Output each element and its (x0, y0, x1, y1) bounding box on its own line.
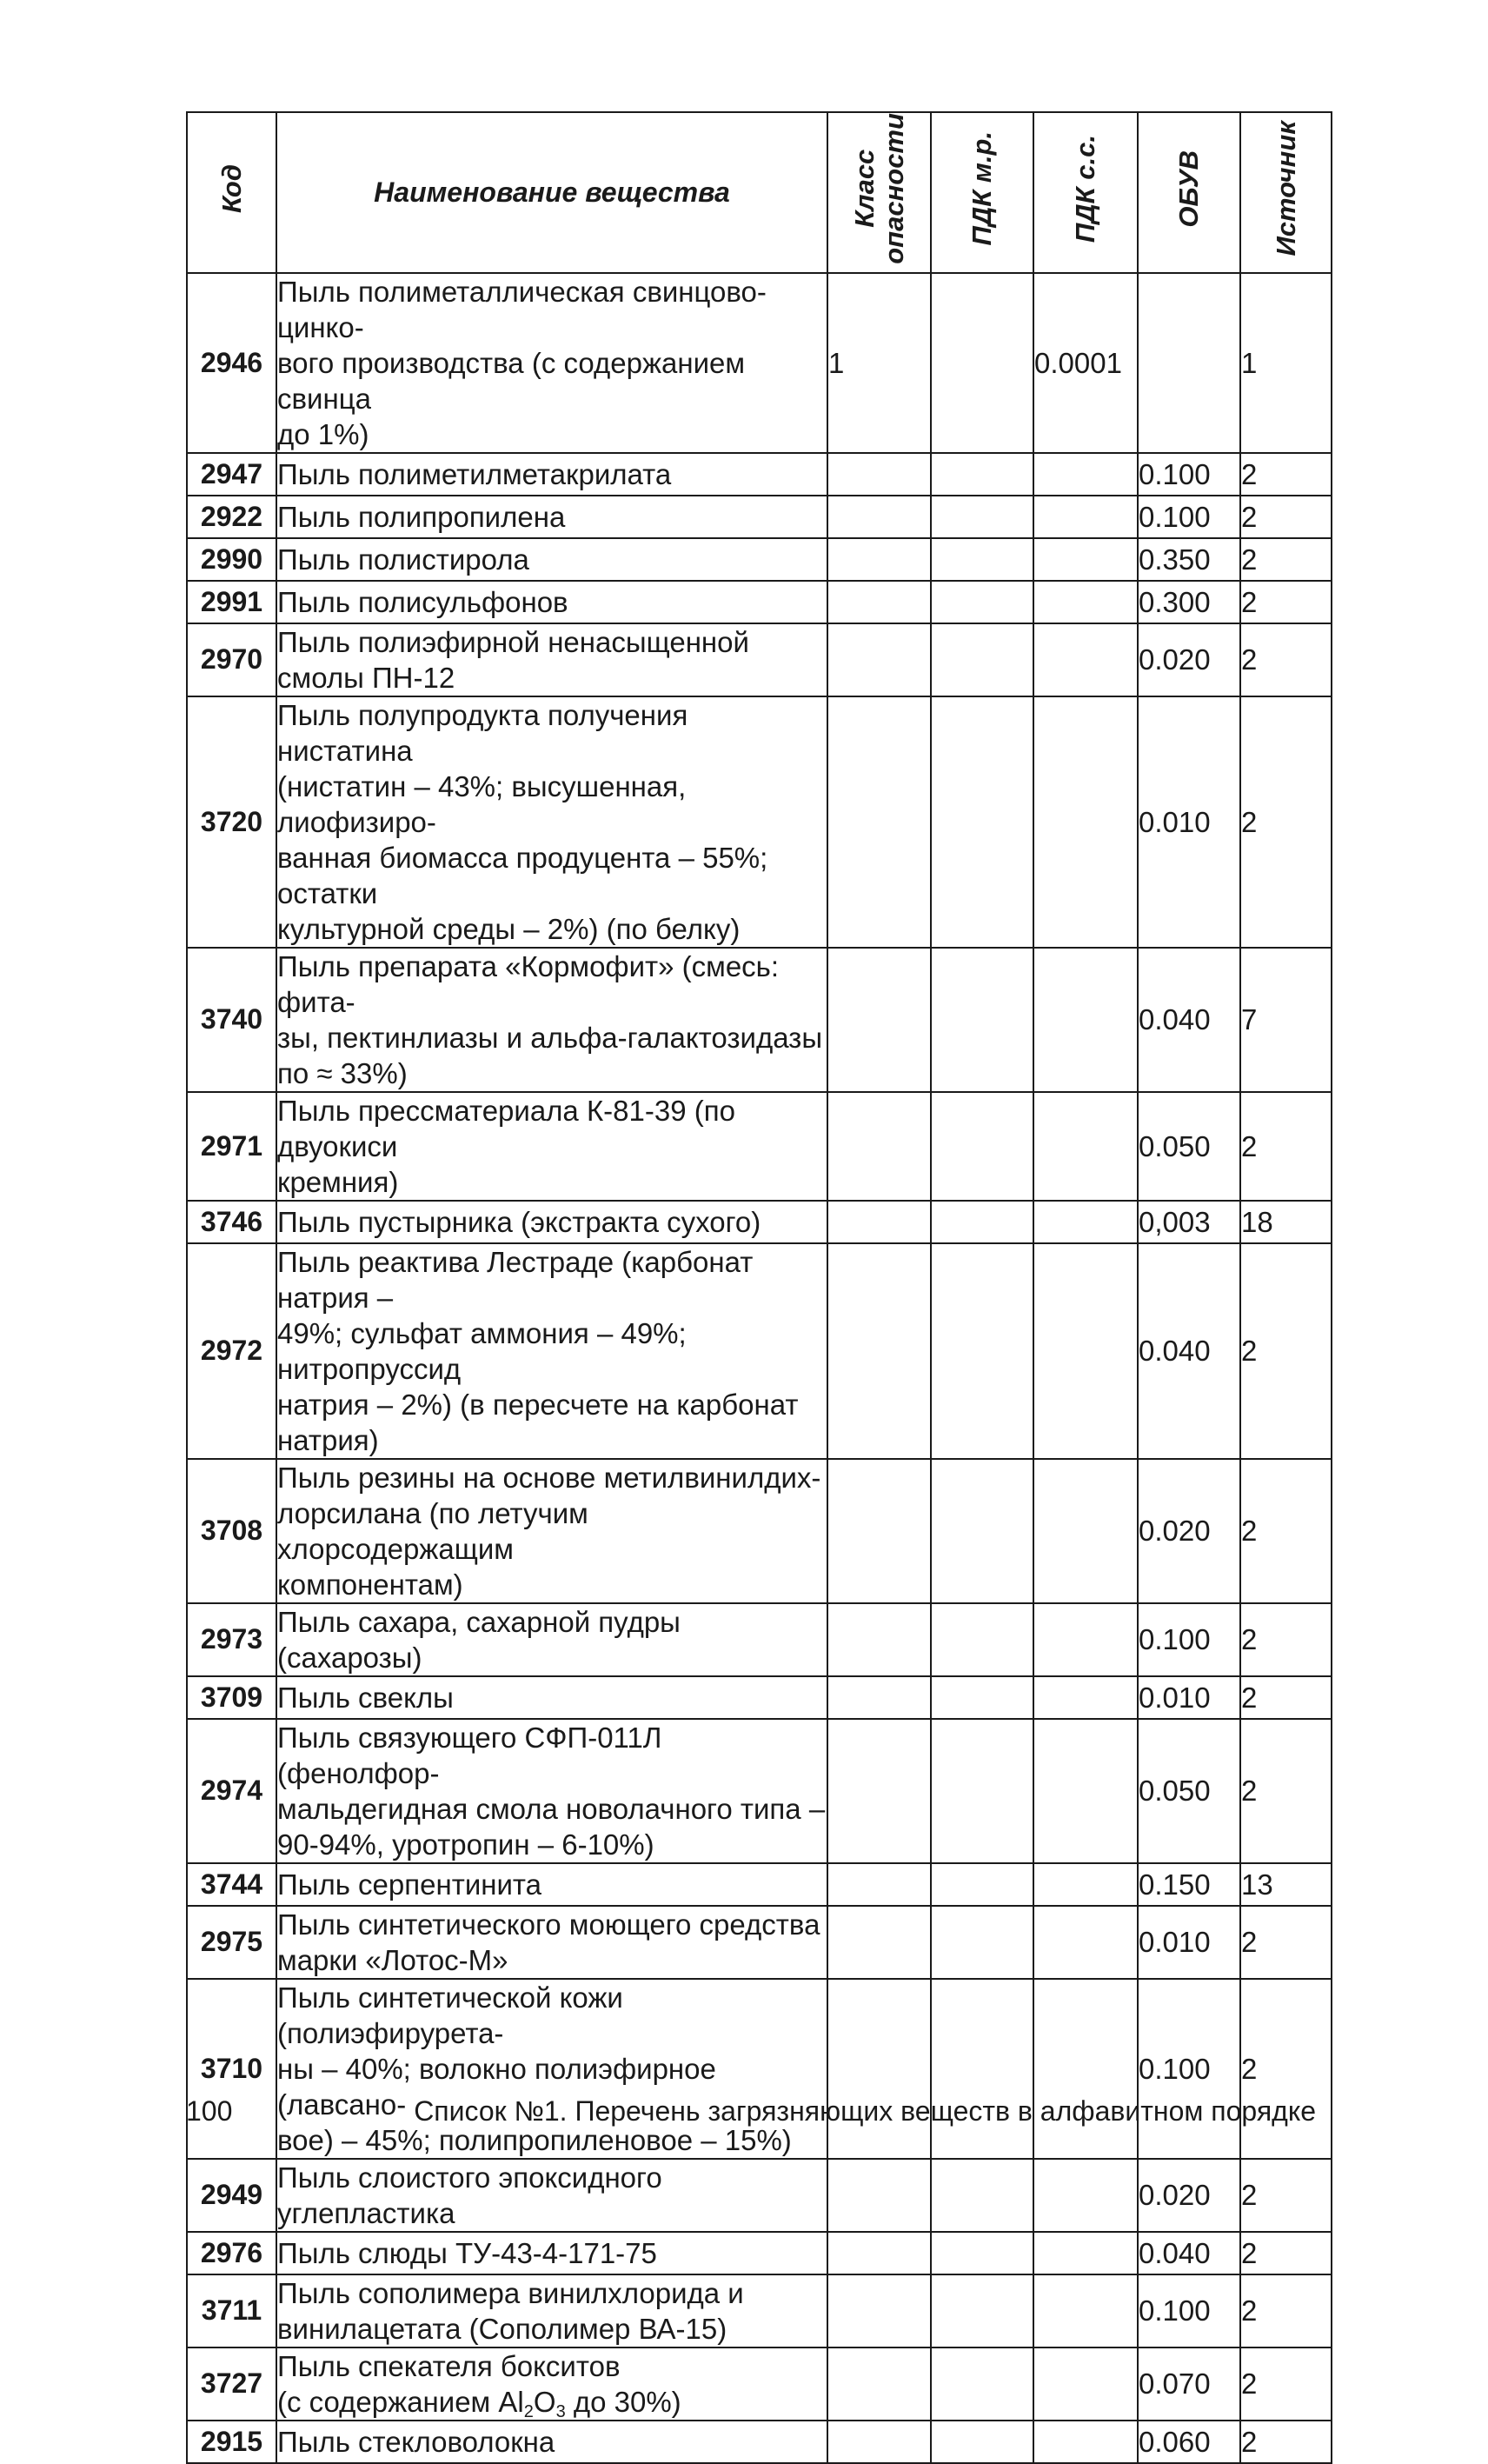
cell-name (276, 1979, 827, 2159)
cell-obuv (1138, 273, 1240, 453)
cell-pdk-ss (1033, 1092, 1138, 1201)
cell-code: 3709 (187, 1676, 276, 1719)
cell-source: 2 (1240, 581, 1332, 623)
header-obuv: ОБУВ (1138, 112, 1240, 273)
header-pdk-ss: ПДК с.с. (1033, 112, 1138, 273)
name-fragment: (с содержанием Al (277, 2385, 524, 2418)
cell-obuv: 0.020 (1138, 623, 1240, 696)
name-line: Пыль синтетической кожи (полиэфирурета- (277, 1981, 623, 2049)
cell-code: 2946 (187, 273, 276, 453)
name-line: по ≈ 33%) (277, 1056, 408, 1089)
table-row (187, 1979, 1332, 2159)
name-line: компонентам) (277, 1568, 463, 1601)
table-row (187, 1719, 1332, 1863)
cell-hazard-class (827, 1243, 931, 1459)
table-row (187, 1603, 1332, 1676)
cell-obuv: 0.040 (1138, 2232, 1240, 2274)
cell-source: 7 (1240, 948, 1332, 1092)
cell-source: 2 (1240, 1676, 1332, 1719)
cell-pdk-mr (931, 2159, 1033, 2232)
running-title: Список №1. Перечень загрязняющих веществ в алфавитном порядке (414, 2095, 1316, 2127)
header-pdk-mr: ПДК м.р. (931, 112, 1033, 273)
cell-pdk-ss (1033, 1459, 1138, 1603)
cell-hazard-class (827, 2347, 931, 2421)
cell-name (276, 538, 827, 581)
cell-pdk-mr (931, 1676, 1033, 1719)
cell-source: 2 (1240, 538, 1332, 581)
cell-name (276, 2421, 827, 2463)
name-fragment: 2 (523, 2401, 534, 2421)
cell-pdk-ss (1033, 538, 1138, 581)
cell-code: 3744 (187, 1863, 276, 1906)
cell-code: 2949 (187, 2159, 276, 2232)
cell-pdk-ss (1033, 1719, 1138, 1863)
cell-name (276, 1863, 827, 1906)
cell-hazard-class (827, 2421, 931, 2463)
table-row (187, 2274, 1332, 2347)
cell-obuv: 0.350 (1138, 538, 1240, 581)
cell-name (276, 1243, 827, 1459)
cell-obuv: 0.010 (1138, 696, 1240, 948)
cell-source: 1 (1240, 273, 1332, 453)
cell-hazard-class (827, 623, 931, 696)
cell-pdk-mr (931, 623, 1033, 696)
cell-pdk-mr (931, 453, 1033, 496)
cell-pdk-ss (1033, 696, 1138, 948)
cell-name (276, 2347, 827, 2421)
name-line: Пыль слюды ТУ-43-4-171-75 (277, 2236, 657, 2269)
name-line: Пыль прессматериала К-81-39 (по двуокиси (277, 1094, 735, 1162)
cell-code: 2990 (187, 538, 276, 581)
cell-pdk-mr (931, 2347, 1033, 2421)
cell-code: 3740 (187, 948, 276, 1092)
cell-hazard-class (827, 1603, 931, 1676)
cell-hazard-class (827, 581, 931, 623)
table-row (187, 1906, 1332, 1979)
name-fragment: O (533, 2385, 556, 2418)
name-line: культурной среды – 2%) (по белку) (277, 912, 741, 945)
cell-source: 2 (1240, 623, 1332, 696)
cell-pdk-mr (931, 538, 1033, 581)
cell-pdk-ss (1033, 1906, 1138, 1979)
cell-pdk-mr (931, 1906, 1033, 1979)
cell-obuv: 0.100 (1138, 1979, 1240, 2159)
cell-code: 2974 (187, 1719, 276, 1863)
cell-pdk-mr (931, 1863, 1033, 1906)
cell-pdk-mr (931, 2232, 1033, 2274)
cell-source: 2 (1240, 2159, 1332, 2232)
name-line: марки «Лотос-М» (277, 1943, 508, 1976)
table-row (187, 1459, 1332, 1603)
table-row (187, 623, 1332, 696)
name-line: Пыль серпентинита (277, 1868, 542, 1901)
cell-pdk-mr (931, 1979, 1033, 2159)
name-line: вого производства (с содержанием свинца (277, 346, 746, 415)
cell-pdk-mr (931, 1459, 1033, 1603)
cell-hazard-class (827, 1906, 931, 1979)
cell-pdk-ss (1033, 1676, 1138, 1719)
cell-obuv: 0.100 (1138, 2274, 1240, 2347)
cell-obuv: 0.100 (1138, 1603, 1240, 1676)
cell-obuv: 0.070 (1138, 2347, 1240, 2421)
cell-hazard-class (827, 2274, 931, 2347)
cell-name (276, 696, 827, 948)
cell-name (276, 1603, 827, 1676)
cell-obuv: 0.100 (1138, 496, 1240, 538)
table-row (187, 1676, 1332, 1719)
cell-obuv: 0.150 (1138, 1863, 1240, 1906)
table-row (187, 496, 1332, 538)
cell-code: 2972 (187, 1243, 276, 1459)
cell-name (276, 2274, 827, 2347)
cell-pdk-ss (1033, 2421, 1138, 2463)
cell-source: 2 (1240, 496, 1332, 538)
cell-code: 2922 (187, 496, 276, 538)
cell-hazard-class (827, 696, 931, 948)
cell-obuv: 0.010 (1138, 1676, 1240, 1719)
name-line: мальдегидная смола новолачного типа – (277, 1792, 826, 1825)
cell-hazard-class (827, 1719, 931, 1863)
header-code: Код (187, 112, 276, 273)
cell-hazard-class (827, 2159, 931, 2232)
cell-source: 2 (1240, 1459, 1332, 1603)
page-number: 100 (186, 2095, 233, 2127)
cell-hazard-class (827, 1092, 931, 1201)
cell-pdk-mr (931, 1719, 1033, 1863)
header-source: Источник (1240, 112, 1332, 273)
cell-hazard-class (827, 1979, 931, 2159)
cell-code: 3710 (187, 1979, 276, 2159)
cell-pdk-ss (1033, 496, 1138, 538)
name-line: Пыль полисульфонов (277, 585, 568, 618)
cell-name (276, 453, 827, 496)
table-row (187, 1863, 1332, 1906)
name-fragment: Пыль спекателя бокситов (277, 2349, 621, 2382)
cell-pdk-mr (931, 1243, 1033, 1459)
name-line: Пыль реактива Лестраде (карбонат натрия – (277, 1245, 754, 1314)
cell-hazard-class (827, 453, 931, 496)
cell-source: 13 (1240, 1863, 1332, 1906)
cell-pdk-mr (931, 2274, 1033, 2347)
cell-pdk-ss (1033, 1201, 1138, 1243)
cell-obuv: 0.020 (1138, 1459, 1240, 1603)
name-line: Пыль полиметаллическая свинцово-цинко- (277, 275, 767, 343)
name-line: Пыль полипропилена (277, 500, 566, 533)
table-row (187, 581, 1332, 623)
cell-source: 18 (1240, 1201, 1332, 1243)
cell-pdk-ss: 0.0001 (1033, 273, 1138, 453)
cell-obuv: 0.050 (1138, 1719, 1240, 1863)
name-line: винилацетата (Сополимер ВА-15) (277, 2312, 727, 2345)
name-line: натрия – 2%) (в пересчете на карбонат натрия) (277, 1388, 799, 1456)
cell-code: 2971 (187, 1092, 276, 1201)
cell-obuv: 0.100 (1138, 453, 1240, 496)
cell-pdk-mr (931, 2421, 1033, 2463)
cell-name (276, 948, 827, 1092)
cell-hazard-class (827, 496, 931, 538)
cell-source: 2 (1240, 2421, 1332, 2463)
table-row (187, 453, 1332, 496)
cell-name (276, 623, 827, 696)
name-fragment: до 30%) (565, 2385, 681, 2418)
table-row (187, 1243, 1332, 1459)
name-line: Пыль стекловолокна (277, 2425, 555, 2458)
name-fragment: 3 (555, 2401, 566, 2421)
cell-pdk-ss (1033, 581, 1138, 623)
cell-name (276, 1906, 827, 1979)
cell-name (276, 1676, 827, 1719)
cell-hazard-class (827, 1676, 931, 1719)
cell-code: 3746 (187, 1201, 276, 1243)
header-hazard-class: Класс опасности (827, 112, 931, 273)
name-line: Пыль слоистого эпоксидного углепластика (277, 2161, 662, 2229)
cell-pdk-ss (1033, 2159, 1138, 2232)
header-name: Наименование вещества (276, 112, 827, 273)
name-line: ны – 40%; волокно полиэфирное (лавсано- (277, 2052, 716, 2121)
cell-name (276, 496, 827, 538)
cell-source: 2 (1240, 1719, 1332, 1863)
cell-code: 3711 (187, 2274, 276, 2347)
table-row (187, 273, 1332, 453)
cell-pdk-mr (931, 696, 1033, 948)
cell-source: 2 (1240, 1092, 1332, 1201)
cell-code: 2991 (187, 581, 276, 623)
name-line: лорсилана (по летучим хлорсодержащим (277, 1496, 588, 1565)
cell-obuv: 0.300 (1138, 581, 1240, 623)
name-line: кремния) (277, 1165, 399, 1198)
cell-source: 2 (1240, 453, 1332, 496)
cell-source: 2 (1240, 1603, 1332, 1676)
cell-source: 2 (1240, 2232, 1332, 2274)
cell-obuv: 0.010 (1138, 1906, 1240, 1979)
table-row (187, 1092, 1332, 1201)
cell-code: 2970 (187, 623, 276, 696)
name-line: Пыль полистирола (277, 543, 529, 576)
cell-source: 2 (1240, 1906, 1332, 1979)
cell-obuv: 0.050 (1138, 1092, 1240, 1201)
table-header-row (187, 112, 1332, 273)
cell-source: 2 (1240, 2274, 1332, 2347)
cell-hazard-class (827, 948, 931, 1092)
cell-hazard-class (827, 1201, 931, 1243)
cell-code: 2915 (187, 2421, 276, 2463)
cell-code: 3720 (187, 696, 276, 948)
cell-obuv: 0.040 (1138, 948, 1240, 1092)
cell-code: 2947 (187, 453, 276, 496)
table-row (187, 948, 1332, 1092)
cell-pdk-ss (1033, 2274, 1138, 2347)
cell-pdk-ss (1033, 1979, 1138, 2159)
cell-pdk-ss (1033, 2347, 1138, 2421)
name-line: Пыль связующего СФП-011Л (фенолфор- (277, 1721, 662, 1789)
cell-obuv: 0.040 (1138, 1243, 1240, 1459)
name-line: Пыль полиметилметакрилата (277, 457, 672, 490)
cell-source: 2 (1240, 1979, 1332, 2159)
table-row (187, 2232, 1332, 2274)
cell-pdk-mr (931, 1092, 1033, 1201)
cell-source: 2 (1240, 696, 1332, 948)
cell-pdk-mr (931, 496, 1033, 538)
cell-name (276, 1201, 827, 1243)
cell-name (276, 581, 827, 623)
cell-name (276, 2232, 827, 2274)
cell-source: 2 (1240, 1243, 1332, 1459)
table-row (187, 2159, 1332, 2232)
name-line: (нистатин – 43%; высушенная, лиофизиро- (277, 769, 687, 838)
cell-code: 3708 (187, 1459, 276, 1603)
cell-pdk-mr (931, 1201, 1033, 1243)
table-row (187, 696, 1332, 948)
name-line: Пыль полиэфирной ненасыщенной смолы ПН-12 (277, 625, 749, 694)
name-line: вое) – 45%; полипропиленовое – 15%) (277, 2123, 792, 2156)
cell-hazard-class (827, 538, 931, 581)
cell-pdk-ss (1033, 948, 1138, 1092)
name-line: Пыль сахара, сахарной пудры (сахарозы) (277, 1605, 681, 1674)
name-line: Пыль синтетического моющего средства (277, 1908, 820, 1941)
cell-name (276, 273, 827, 453)
cell-pdk-ss (1033, 453, 1138, 496)
cell-code: 2976 (187, 2232, 276, 2274)
table-row (187, 538, 1332, 581)
cell-obuv: 0.020 (1138, 2159, 1240, 2232)
name-line: до 1%) (277, 417, 369, 450)
cell-pdk-mr (931, 273, 1033, 453)
name-line: Пыль свеклы (277, 1681, 454, 1714)
cell-name (276, 2159, 827, 2232)
name-line: 90-94%, уротропин – 6-10%) (277, 1828, 654, 1861)
cell-pdk-ss (1033, 623, 1138, 696)
cell-source: 2 (1240, 2347, 1332, 2421)
cell-code: 2975 (187, 1906, 276, 1979)
table-row (187, 1201, 1332, 1243)
cell-pdk-ss (1033, 2232, 1138, 2274)
cell-hazard-class (827, 1459, 931, 1603)
name-line: Пыль пустырника (экстракта сухого) (277, 1205, 761, 1238)
cell-pdk-ss (1033, 1863, 1138, 1906)
cell-name (276, 1092, 827, 1201)
name-line: Пыль сополимера винилхлорида и (277, 2276, 744, 2309)
cell-hazard-class: 1 (827, 273, 931, 453)
cell-name (276, 1719, 827, 1863)
cell-code: 3727 (187, 2347, 276, 2421)
name-line: Пыль полупродукта получения нистатина (277, 698, 688, 767)
name-line: зы, пектинлиазы и альфа-галактозидазы (277, 1021, 823, 1054)
cell-pdk-mr (931, 948, 1033, 1092)
cell-hazard-class (827, 2232, 931, 2274)
cell-code: 2973 (187, 1603, 276, 1676)
cell-pdk-mr (931, 581, 1033, 623)
cell-name (276, 1459, 827, 1603)
cell-obuv: 0.060 (1138, 2421, 1240, 2463)
cell-pdk-mr (931, 1603, 1033, 1676)
name-line: Пыль препарата «Кормофит» (смесь: фита- (277, 949, 780, 1018)
cell-hazard-class (827, 1863, 931, 1906)
cell-obuv: 0,003 (1138, 1201, 1240, 1243)
name-line: 49%; сульфат аммония – 49%; нитропруссид (277, 1316, 687, 1385)
name-line: Пыль резины на основе метилвинилдих- (277, 1461, 821, 1494)
table-row (187, 2347, 1332, 2421)
table-row (187, 2421, 1332, 2463)
name-line: ванная биомасса продуцента – 55%; остатки (277, 841, 768, 909)
cell-pdk-ss (1033, 1243, 1138, 1459)
cell-pdk-ss (1033, 1603, 1138, 1676)
